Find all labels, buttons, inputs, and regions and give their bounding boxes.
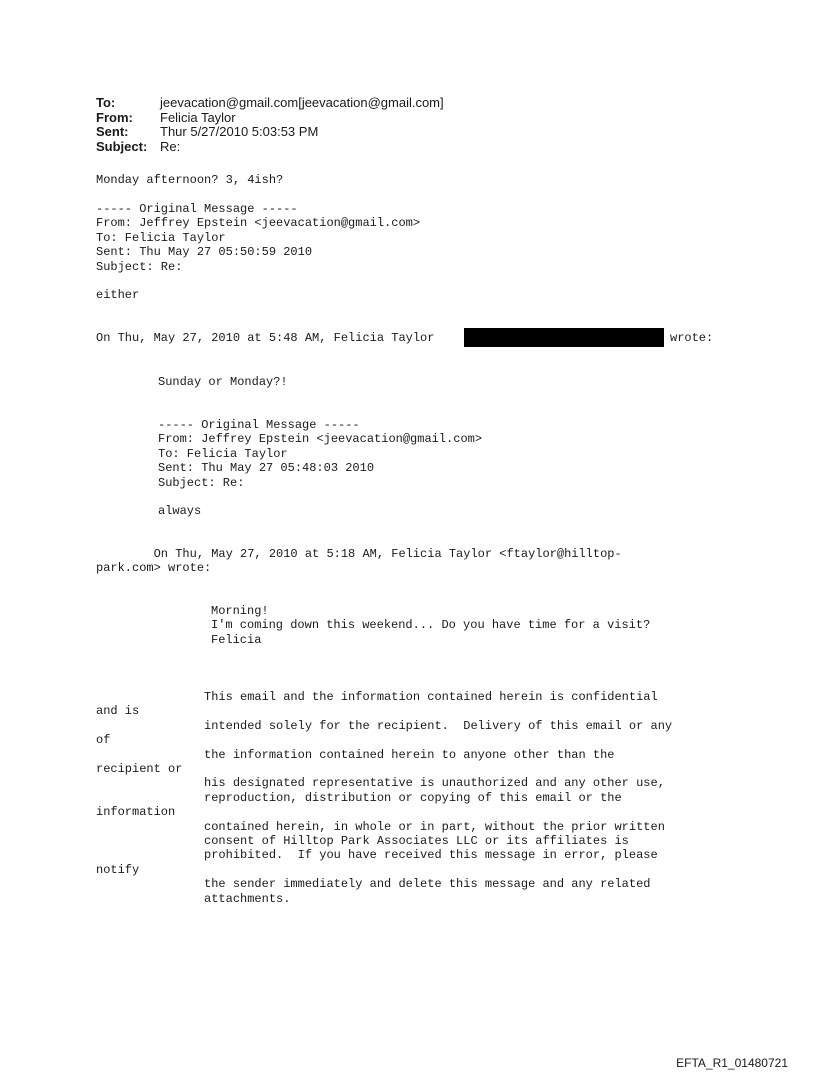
redaction-box bbox=[464, 328, 664, 347]
to-row bbox=[96, 96, 444, 111]
on-line-1-prefix: On Thu, May 27, 2010 at 5:48 AM, Felicia Taylor bbox=[96, 331, 435, 345]
document-id: EFTA_R1_01480721 bbox=[676, 1056, 788, 1070]
either-text: either bbox=[96, 288, 140, 302]
to-value: jeevacation@gmail.com[jeevacation@gmail.com] bbox=[160, 95, 444, 110]
sent-value: Thur 5/27/2010 5:03:53 PM bbox=[160, 124, 319, 139]
subject-label: Subject: bbox=[96, 138, 148, 154]
sunday-text: Sunday or Monday?! bbox=[158, 375, 288, 389]
email-header bbox=[96, 96, 444, 154]
subject-row bbox=[96, 140, 444, 155]
reply-text: Monday afternoon? 3, 4ish? bbox=[96, 173, 284, 187]
from-value: Felicia Taylor bbox=[160, 109, 236, 125]
original-message-2: ----- Original Message ----- From: Jeffrey Epstein <jeevacation@gmail.com> To: Felicia Taylor Sent: Thu May 27 05:48:03 2010 Subject: Re: bbox=[158, 418, 483, 490]
confidentiality-disclaimer: This email and the information contained herein is confidential and is intended solely for the recipient. Delivery of this email or any of the information contained herein to anyone other than the recipient or his designated representative is unauthorized and any other use, reproduction, distribution or copying of this email or the information contained herein, in whole or in part, without the prior written consent of Hilltop Park Associates LLC or its affiliates is prohibited. If you have received this message in error, please notify the sender immediately and delete this message and any related attachments. bbox=[96, 690, 673, 906]
subject-value: Re: bbox=[160, 138, 181, 154]
on-line-1-suffix: wrote: bbox=[670, 331, 714, 345]
to-label: To: bbox=[96, 95, 116, 110]
from-row bbox=[96, 111, 444, 126]
morning-message: Morning! I'm coming down this weekend... Do you have time for a visit? Felicia bbox=[211, 604, 651, 647]
from-label: From: bbox=[96, 109, 133, 125]
always-text: always bbox=[158, 504, 202, 518]
original-message-1: ----- Original Message ----- From: Jeffrey Epstein <jeevacation@gmail.com> To: Felicia Taylor Sent: Thu May 27 05:50:59 2010 Subject: Re: bbox=[96, 202, 421, 274]
on-line-2: On Thu, May 27, 2010 at 5:18 AM, Felicia Taylor <ftaylor@hilltop- park.com> wrote: bbox=[96, 547, 622, 576]
sent-row bbox=[96, 125, 444, 140]
sent-label: Sent: bbox=[96, 124, 129, 139]
